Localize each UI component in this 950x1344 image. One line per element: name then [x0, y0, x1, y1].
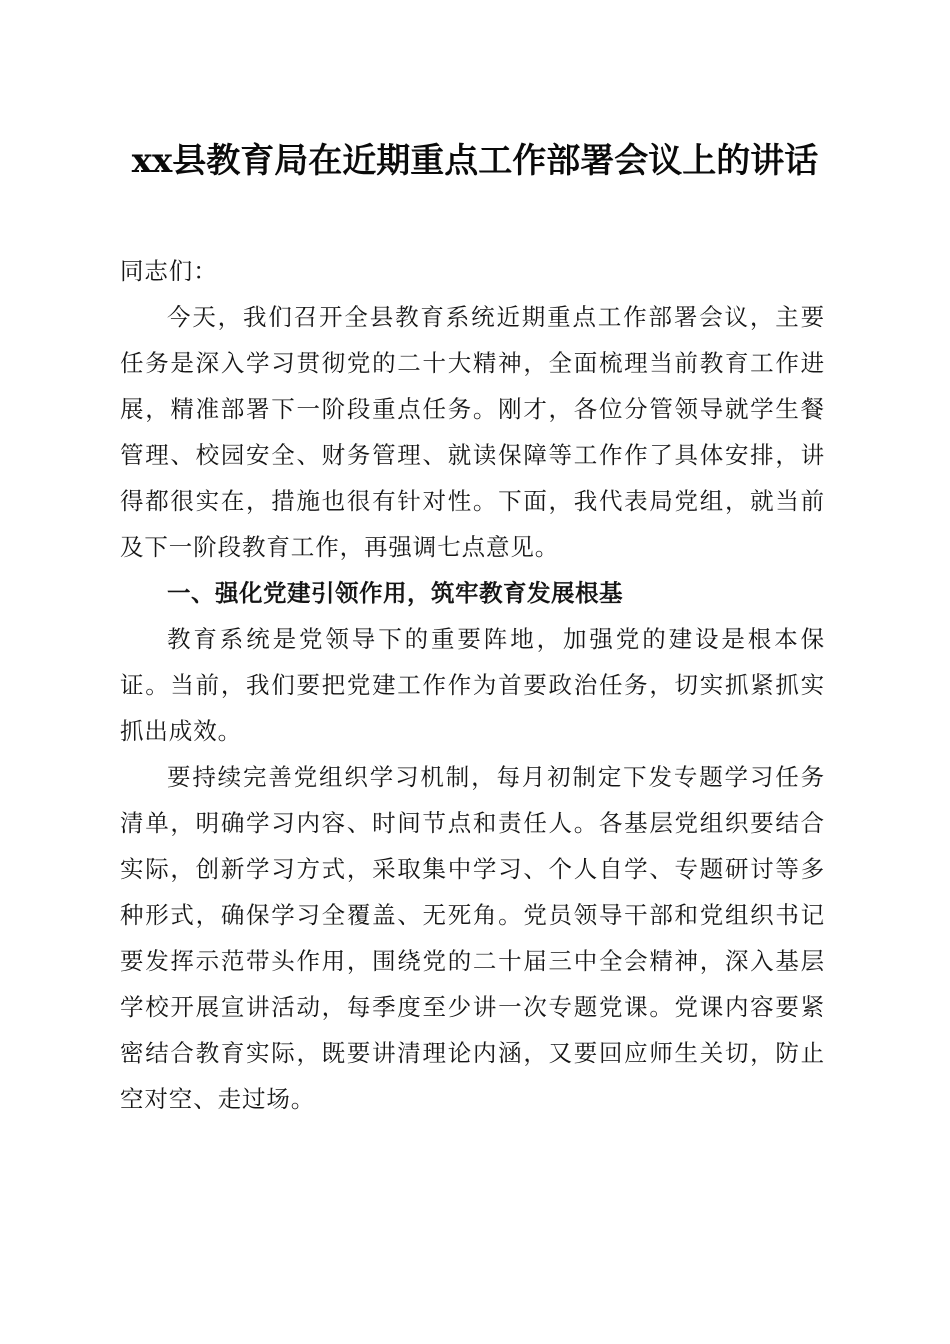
document-body [120, 248, 825, 1122]
salutation: 同志们： [120, 257, 218, 285]
paragraph-section1-lead: 教育系统是党领导下的重要阵地，加强党的建设是根本保证。当前，我们要把党建工作作为首要政治任务，切实抓紧抓实抓出成效。 [120, 625, 825, 745]
paragraph-intro: 今天，我们召开全县教育系统近期重点工作部署会议，主要任务是深入学习贯彻党的二十大精神，全面梳理当前教育工作进展，精准部署下一阶段重点任务。刚才，各位分管领导就学生餐管理、校园安全、财务管理、就读保障等工作作了具体安排，讲得都很实在，措施也很有针对性。下面，我代表局党组，就当前及下一阶段教育工作，再强调七点意见。 [120, 303, 825, 561]
paragraph-section1-study: 要持续完善党组织学习机制，每月初制定下发专题学习任务清单，明确学习内容、时间节点和责任人。各基层党组织要结合实际，创新学习方式，采取集中学习、个人自学、专题研讨等多种形式，确保学习全覆盖、无死角。党员领导干部和党组织书记要发挥示范带头作用，围绕党的二十届三中全会精神，深入基层学校开展宣讲活动，每季度至少讲一次专题党课。党课内容要紧密结合教育实际，既要讲清理论内涵，又要回应师生关切，防止空对空、走过场。 [120, 763, 825, 1113]
document-title: xx县教育局在近期重点工作部署会议上的讲话 [131, 141, 819, 181]
section-heading-1: 一、强化党建引领作用，筑牢教育发展根基 [167, 579, 623, 607]
